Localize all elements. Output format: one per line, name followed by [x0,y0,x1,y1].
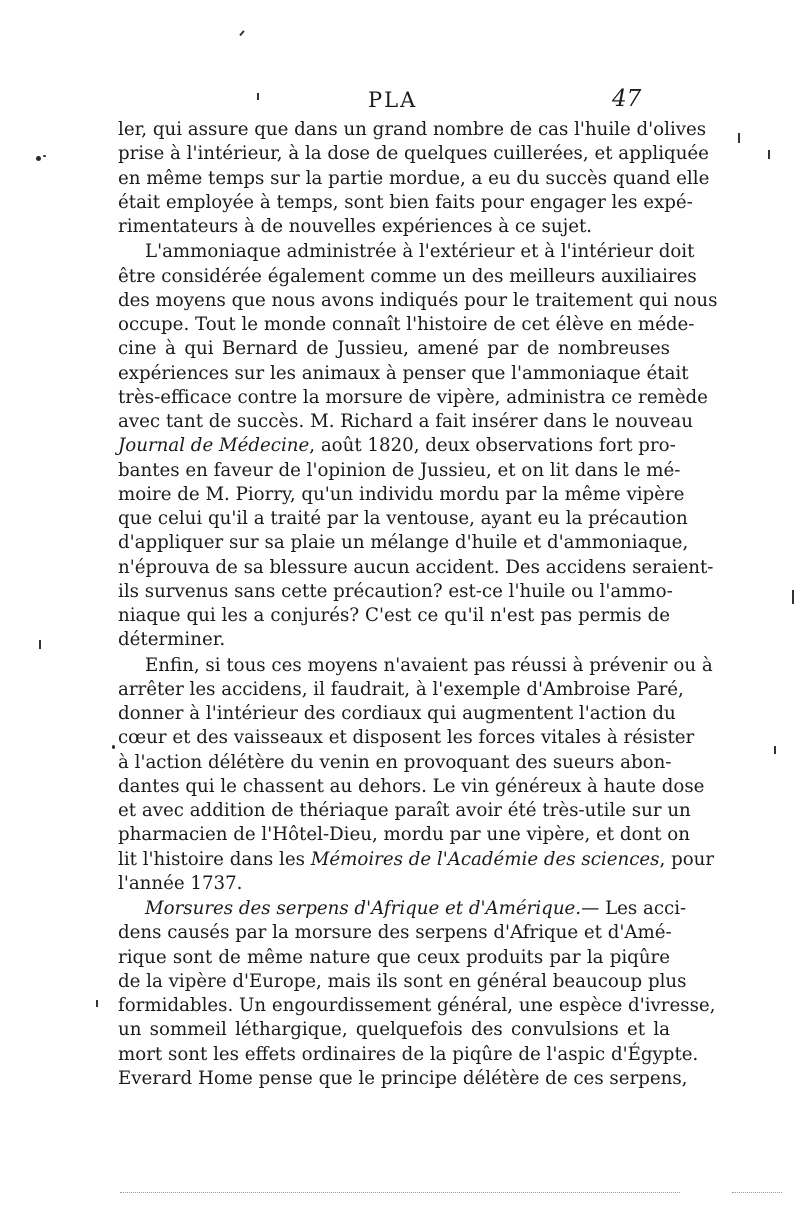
text-line: donner à l'intérieur des cordiaux qui augmentent l'action du [118,703,676,724]
text-line: occupe. Tout le monde connaît l'histoire de cet élève en méde- [118,314,695,335]
text-line: pharmacien de l'Hôtel-Dieu, mordu par une vipère, et dont on [118,824,690,846]
text-line: Enfin, si tous ces moyens n'avaient pas réussi à prévenir ou à [145,654,713,676]
text-line: que celui qu'il a traité par la ventouse, ayant eu la précaution [118,508,688,529]
text-line: bantes en faveur de l'opinion de Jussieu, et on lit dans le mé- [118,459,681,481]
page-number: 47 [612,86,642,112]
scan-speck [112,745,115,749]
margin-mark [39,640,41,649]
text-line: lit l'histoire dans les Mémoires de l'Académie des sciences, pour [118,848,715,870]
text-line: niaque qui les a conjurés? C'est ce qu'il n'est pas permis de [118,605,670,626]
text-line: très-efficace contre la morsure de vipère, administra ce remède [118,386,708,408]
text-line: formidables. Un engourdissement général, une espèce d'ivresse, [118,995,716,1016]
text-line: l'année 1737. [118,872,243,894]
text-line: cine à qui Bernard de Jussieu, amené par de nombreuses [118,338,670,360]
text-line: ils survenus sans cette précaution? est-ce l'huile ou l'ammo- [118,580,673,602]
text-line: cœur et des vaisseaux et disposent les forces vitales à résister [118,727,695,749]
text-line: des moyens que nous avons indiqués pour le traitement qui nous [118,289,718,311]
text-line: et avec addition de thériaque paraît avoir été très-utile sur un [118,800,691,821]
text-line: déterminer. [118,629,226,651]
memoires-title: Mémoires de l'Académie des sciences [310,848,660,870]
text-line: L'ammoniaque administrée à l'extérieur et à l'intérieur doit [145,241,695,263]
text-line: arrêter les accidens, il faudrait, à l'exemple d'Ambroise Paré, [118,678,684,700]
scan-speck [43,155,46,157]
text-line: moire de M. Piorry, qu'un individu mordu par la même vipère [118,483,685,505]
margin-mark [257,93,259,100]
text-line: être considérée également comme un des meilleurs auxiliaires [118,265,697,287]
margin-mark [239,30,244,36]
journal-title: Journal de Médecine [118,435,310,457]
section-heading: Morsures des serpens d'Afrique et d'Amérique. [145,898,582,919]
margin-mark [738,133,740,143]
margin-mark [96,1000,98,1007]
running-title: PLA [368,88,418,112]
scan-noise [732,1192,782,1194]
text-line: prise à l'intérieur, à la dose de quelques cuillerées, et appliquée [118,143,709,165]
scan-speck [36,156,41,161]
text-line: rique sont de même nature que ceux produits par la piqûre [118,946,670,968]
margin-mark [768,150,770,159]
text-line: en même temps sur la partie mordue, a eu du succès quand elle [118,167,710,189]
text-line: d'appliquer sur sa plaie un mélange d'huile et d'ammoniaque, [118,532,689,554]
text-line: Everard Home pense que le principe délétère de ces serpens, [118,1067,688,1089]
text-line: dens causés par la morsure des serpens d'Afrique et d'Amé- [118,922,672,944]
text-line: de la vipère d'Europe, mais ils sont en général beaucoup plus [118,970,687,992]
text-line: à l'action délétère du venin en provoquant des sueurs abon- [118,751,672,773]
text-line: n'éprouva de sa blessure aucun accident. Des accidens seraient- [118,556,714,578]
running-head [0,88,800,118]
margin-mark [792,590,794,604]
text-line: mort sont les effets ordinaires de la piqûre de l'aspic d'Égypte. [118,1043,699,1065]
text-line: Journal de Médecine, août 1820, deux observations fort pro- [118,435,676,457]
body-text [118,118,718,1091]
text-line: un sommeil léthargique, quelquefois des convulsions et la [118,1019,670,1041]
text-line: rimentateurs à de nouvelles expériences à ce sujet. [118,216,593,237]
text-line: dantes qui le chassent au dehors. Le vin généreux à haute dose [118,775,705,797]
scan-noise [120,1192,680,1194]
text-line: avec tant de succès. M. Richard a fait insérer dans le nouveau [118,411,693,432]
section-heading-line: Morsures des serpens d'Afrique et d'Amérique.— Les acci- [145,898,687,919]
text-line: ler, qui assure que dans un grand nombre de cas l'huile d'olives [118,119,707,140]
text-line: était employée à temps, sont bien faits pour engager les expé- [118,191,693,213]
margin-mark [774,746,776,754]
text-line: expériences sur les animaux à penser que l'ammoniaque était [118,362,689,384]
